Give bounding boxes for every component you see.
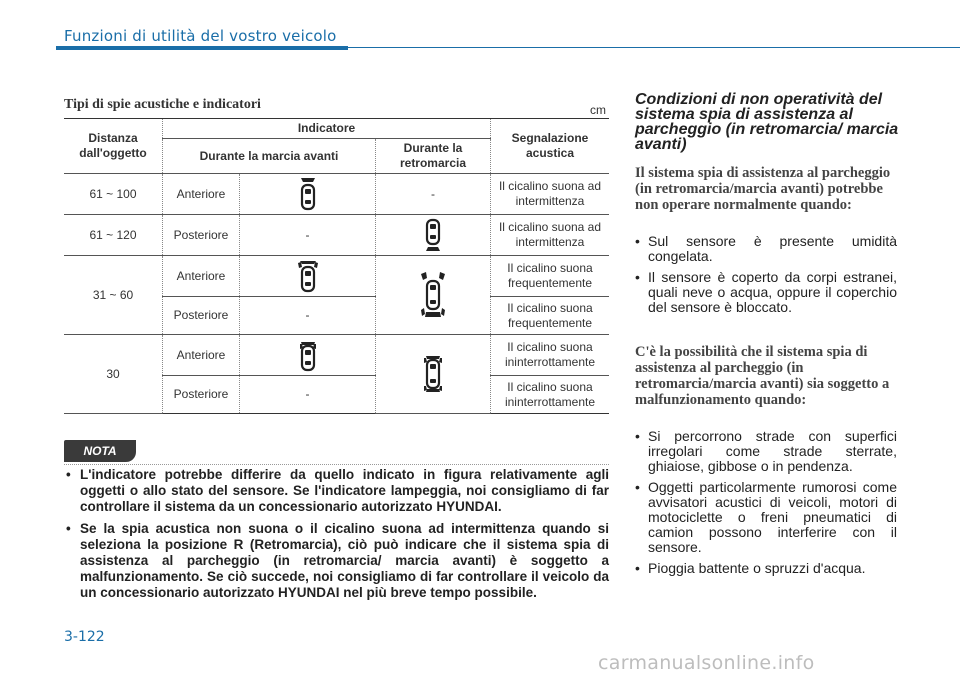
- conditions-list-2: [635, 429, 897, 582]
- car-front-multi-warning-icon: [240, 256, 376, 297]
- col-signal: Segnalazione acustica: [491, 119, 610, 174]
- conditions-title: Condizioni di non operatività del sistema spia di assistenza al parcheggio (in retromarcia/ marcia avanti): [635, 91, 899, 153]
- col-indicator: Indicatore: [163, 119, 491, 139]
- car-front-warning-icon: [240, 174, 376, 215]
- conditions-list-1: [635, 234, 897, 321]
- position-cell: Posteriore: [163, 376, 240, 414]
- subheading-malfunction: C'è la possibilità che il sistema spia di assistenza al parcheggio (in retromarcia/marcia avanti) sia soggetto a malfunzionamento quando:: [635, 344, 890, 408]
- distance-cell: 30: [64, 335, 163, 414]
- unit-label: cm: [590, 103, 606, 117]
- nota-badge: NOTA: [64, 440, 136, 462]
- list-item: • Se la spia acustica non suona o il cicalino suona ad intermittenza quando si seleziona la posizione R (Retromarcia), ciò può indicare che il sistema spia di assistenza al parcheggio (in retromarcia/ marcia avanti) è soggetto a malfunzionamento. Se ciò succede, noi consigliamo di far controllare il veicolo da un concessionario autorizzato HYUNDAI nel più breve tempo possibile.: [64, 521, 609, 601]
- section-title: Tipi di spie acustiche e indicatori: [64, 97, 261, 112]
- table-row: [64, 256, 609, 297]
- signal-cell: Il cicalino suona ininterrottamente: [491, 335, 610, 376]
- position-cell: Posteriore: [163, 215, 240, 256]
- table-row: [64, 335, 609, 376]
- list-item: • Si percorrono strade con superfici irregolari come strade sterrate, ghiaiose, gibbose o in pendenza.: [635, 429, 897, 474]
- car-all-corners-warning-icon: [376, 256, 491, 335]
- position-cell: Anteriore: [163, 174, 240, 215]
- chapter-header: Funzioni di utilità del vostro veicolo: [64, 27, 337, 45]
- signal-cell: Il cicalino suona ad intermittenza: [491, 174, 610, 215]
- car-all-corners-near-warning-icon: [376, 335, 491, 414]
- list-item: • Sul sensore è presente umidità congelata.: [635, 234, 897, 264]
- watermark: carmanualsonline.info: [598, 652, 815, 674]
- table-row: [64, 215, 609, 256]
- nota-divider: [64, 464, 609, 465]
- list-item: • L'indicatore potrebbe differire da quello indicato in figura relativamente agli oggetti o allo stato del sensore. Se l'indicatore lampeggia, noi consigliamo di far controllare il sistema da un concessionario autorizzato HYUNDAI.: [64, 467, 609, 515]
- signal-cell: Il cicalino suona ad intermittenza: [491, 215, 610, 256]
- col-distance: Distanza dall'oggetto: [64, 119, 163, 174]
- signal-cell: Il cicalino suona frequentemente: [491, 256, 610, 297]
- col-reverse: Durante la retromarcia: [376, 139, 491, 174]
- distance-cell: 61 ~ 100: [64, 174, 163, 215]
- signal-cell: Il cicalino suona frequentemente: [491, 297, 610, 335]
- signal-cell: Il cicalino suona ininterrottamente: [491, 376, 610, 414]
- distance-cell: 31 ~ 60: [64, 256, 163, 335]
- col-forward: Durante la marcia avanti: [163, 139, 376, 174]
- header-rule-thick: [56, 46, 348, 50]
- position-cell: Posteriore: [163, 297, 240, 335]
- forward-cell: -: [240, 297, 376, 335]
- car-rear-warning-icon: [376, 215, 491, 256]
- forward-cell: -: [240, 215, 376, 256]
- position-cell: Anteriore: [163, 335, 240, 376]
- subheading-normal-operation: Il sistema spia di assistenza al parcheggio (in retromarcia/marcia avanti) potrebbe non operare normalmente quando:: [635, 165, 891, 213]
- list-item: • Pioggia battente o spruzzi d'acqua.: [635, 561, 897, 576]
- distance-cell: 61 ~ 120: [64, 215, 163, 256]
- warning-table: [64, 118, 609, 414]
- car-front-near-warning-icon: [240, 335, 376, 376]
- table-row: [64, 174, 609, 215]
- list-item: • Oggetti particolarmente rumorosi come avvisatori acustici di veicoli, motori di motociclette o freni pneumatici di camion possono interferire con il sensore.: [635, 480, 897, 555]
- reverse-cell: -: [376, 174, 491, 215]
- forward-cell: -: [240, 376, 376, 414]
- nota-list: [64, 467, 609, 607]
- list-item: • Il sensore è coperto da corpi estranei, quali neve o acqua, oppure il coperchio del sensore è bloccato.: [635, 270, 897, 315]
- page-number: 3-122: [64, 629, 105, 645]
- position-cell: Anteriore: [163, 256, 240, 297]
- header-rule-thin: [348, 47, 960, 48]
